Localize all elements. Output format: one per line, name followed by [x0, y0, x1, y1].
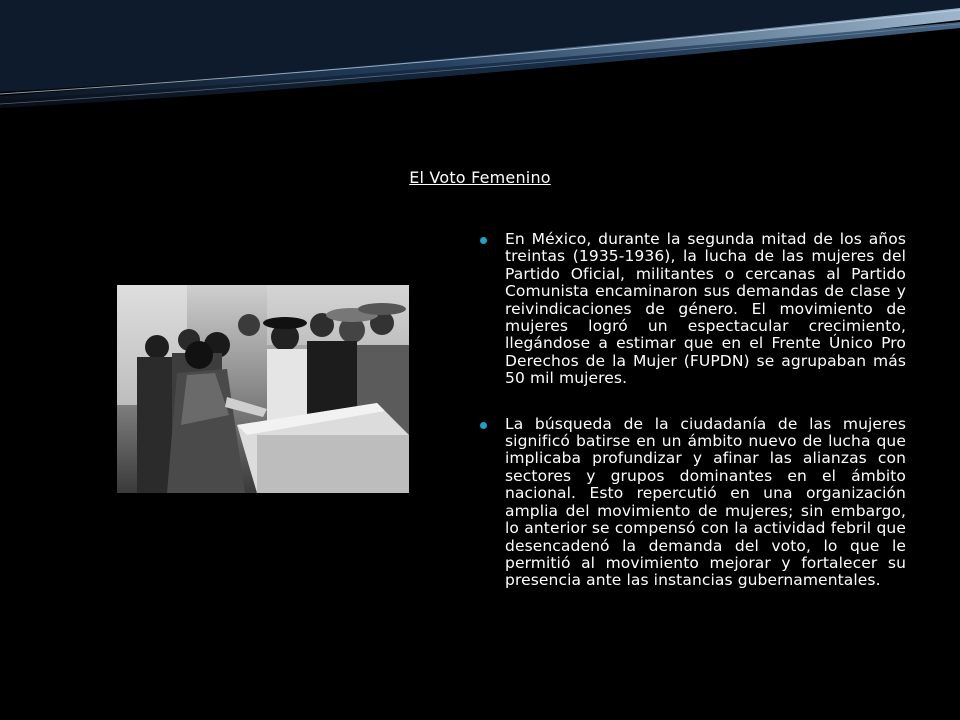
header-swoosh-decoration	[0, 0, 960, 120]
slide-title: El Voto Femenino	[409, 168, 551, 187]
bullet-list	[477, 231, 906, 590]
bullet-item	[477, 231, 906, 388]
bullet-item	[477, 416, 906, 590]
historical-photo-women-voting-icon	[117, 285, 409, 493]
bullet-text: En México, durante la segunda mitad de los años treintas (1935-1936), la lucha de las mujeres del Partido Oficial, militantes o cercanas al Partido Comunista encaminaron sus demandas de clase y reivindicaciones de género. El movimiento de mujeres logró un espectacular crecimiento, llegándose a estimar que en el Frente Único Pro Derechos de la Mujer (FUPDN) se agrupaban más 50 mil mujeres.	[505, 230, 906, 388]
historical-photo	[117, 285, 409, 493]
bullet-dot-icon	[480, 237, 487, 244]
bullet-dot-icon	[480, 422, 487, 429]
bullet-text: La búsqueda de la ciudadanía de las mujeres significó batirse en un ámbito nuevo de lucha que implicaba profundizar y afinar las alianzas con sectores y grupos dominantes en el ámbito nacional. Esto repercutió en una organización amplia del movimiento de mujeres; sin embargo, lo anterior se compensó con la actividad febril que desencadenó la demanda del voto, lo que le permitió al movimiento mejorar y fortalecer su presencia ante las instancias gubernamentales.	[505, 414, 906, 590]
